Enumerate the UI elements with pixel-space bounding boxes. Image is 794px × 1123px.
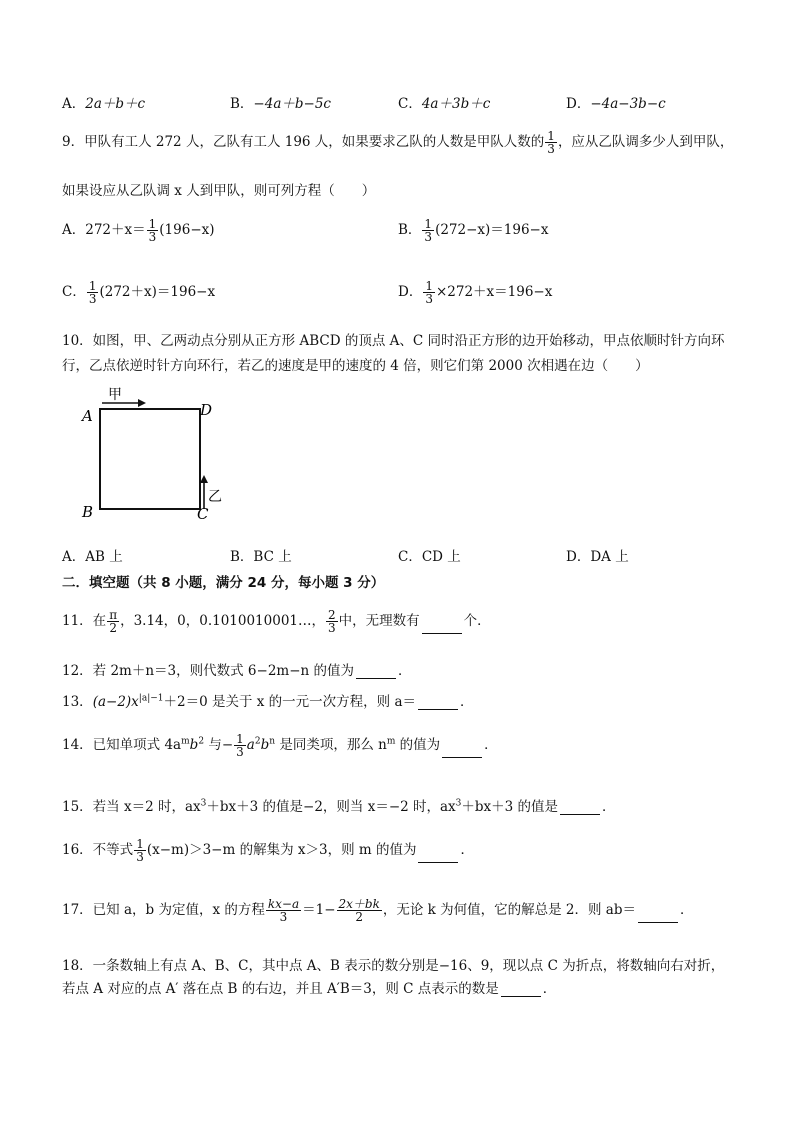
q8-option-a: A．2a＋b＋c [62, 96, 146, 112]
yi-arrowhead [200, 475, 208, 483]
section-title: 二．填空题（共 8 小题，满分 24 分，每小题 3 分） [62, 575, 385, 591]
q10-option-c: C．CD 上 [398, 549, 461, 565]
label-d: D [200, 401, 213, 419]
square-diagram [66, 383, 230, 525]
q10-option-b: B．BC 上 [230, 549, 292, 565]
label-jia: 甲 [108, 387, 122, 403]
q17: 17．已知 a，b 为定值，x 的方程 $\frac{kx-a}{3}$ ＝1− $\frac{2x+bk}{2}$ ，无论 k 为何值，它的解总是 2．则 ab＝ ． [62, 897, 694, 924]
q9-stem-line1: 9．甲队有工人 272 人，乙队有工人 196 人，如果要求乙队的人数是甲队人数的 $\frac{1}{3}$ ，应从乙队调多少人到甲队， [62, 129, 734, 156]
q9-option-a: A．272＋x＝ $\frac{1}{3}$ (196−x) [62, 217, 215, 244]
answer-blank[interactable] [638, 908, 678, 923]
square-abcd [100, 409, 200, 509]
q10-stem-line2: 行，乙点依逆时针方向环行，若乙的速度是甲的速度的 4 倍，则它们第 2000 次相遇在边（ ） [62, 358, 649, 374]
q18-line2: 若点 A 对应的点 A′ 落在点 B 的右边，并且 A′B＝3，则 C 点表示的数是 ． [62, 981, 557, 997]
q14: 14．已知单项式 $4a^mb^2$ 与− $\frac{1}{3}$ $a^2b^n$ 是同类项，那么 $n^m$ 的值为 ． [62, 732, 498, 759]
square-figure [66, 383, 230, 525]
answer-blank[interactable] [442, 743, 482, 758]
label-a: A [82, 407, 93, 425]
q10-option-a: A．AB 上 [62, 549, 123, 565]
q12: 12．若 2m＋n＝3，则代数式 6−2m−n 的值为 ． [62, 663, 412, 679]
q11: 11．在 $\frac{\pi}{2}$ ，3.14，0，0.1010010001…， $\frac{2}{3}$ 中，无理数有 个． [62, 608, 491, 635]
q18-line1: 18．一条数轴上有点 A、B、C，其中点 A、B 表示的数分别是−16、9，现以点 C 为折点，将数轴向右对折， [62, 958, 725, 974]
q8-option-d: D．−4a−3b−c [566, 96, 666, 112]
answer-blank[interactable] [501, 982, 541, 997]
label-b: B [82, 503, 94, 521]
q10-option-d: D．DA 上 [566, 549, 629, 565]
q9-option-d: D． $\frac{1}{3}$ ×272＋x＝196−x [398, 279, 553, 306]
q15: 15．若当 x＝2 时，$ax^3+bx+3$ 的值是−2，则当 x＝−2 时，$ax^3+bx+3$ 的值是 ． [62, 798, 616, 815]
q9-stem-line2: 如果设应从乙队调 x 人到甲队，则可列方程（ ） [62, 183, 376, 199]
q8-option-c: C．4a＋3b＋c [398, 96, 491, 112]
q9-option-b: B． $\frac{1}{3}$ (272−x)＝196−x [398, 217, 549, 244]
answer-blank[interactable] [418, 695, 458, 710]
q13: 13．$(a-2)x^{|a|-1}+2=0$ 是关于 x 的一元一次方程，则 a＝ ． [62, 693, 474, 710]
answer-blank[interactable] [356, 664, 396, 679]
q9-option-c: C． $\frac{1}{3}$ (272＋x)＝196−x [62, 279, 216, 306]
q9-fraction: $\frac{1}{3}$ [547, 129, 555, 156]
answer-blank[interactable] [422, 633, 462, 634]
label-yi: 乙 [208, 489, 222, 505]
label-c: C [197, 505, 209, 523]
answer-blank[interactable] [560, 800, 600, 815]
q16: 16．不等式 $\frac{1}{3}$ (x−m)＞3−m 的解集为 x＞3，则 m 的值为 ． [62, 837, 474, 864]
jia-arrowhead [138, 399, 146, 407]
answer-blank[interactable] [418, 848, 458, 863]
q10-stem-line1: 10．如图，甲、乙两动点分别从正方形 ABCD 的顶点 A、C 同时沿正方形的边开始移动，甲点依顺时针方向环 [62, 333, 725, 349]
q8-option-b: B．−4a＋b−5c [230, 96, 331, 112]
